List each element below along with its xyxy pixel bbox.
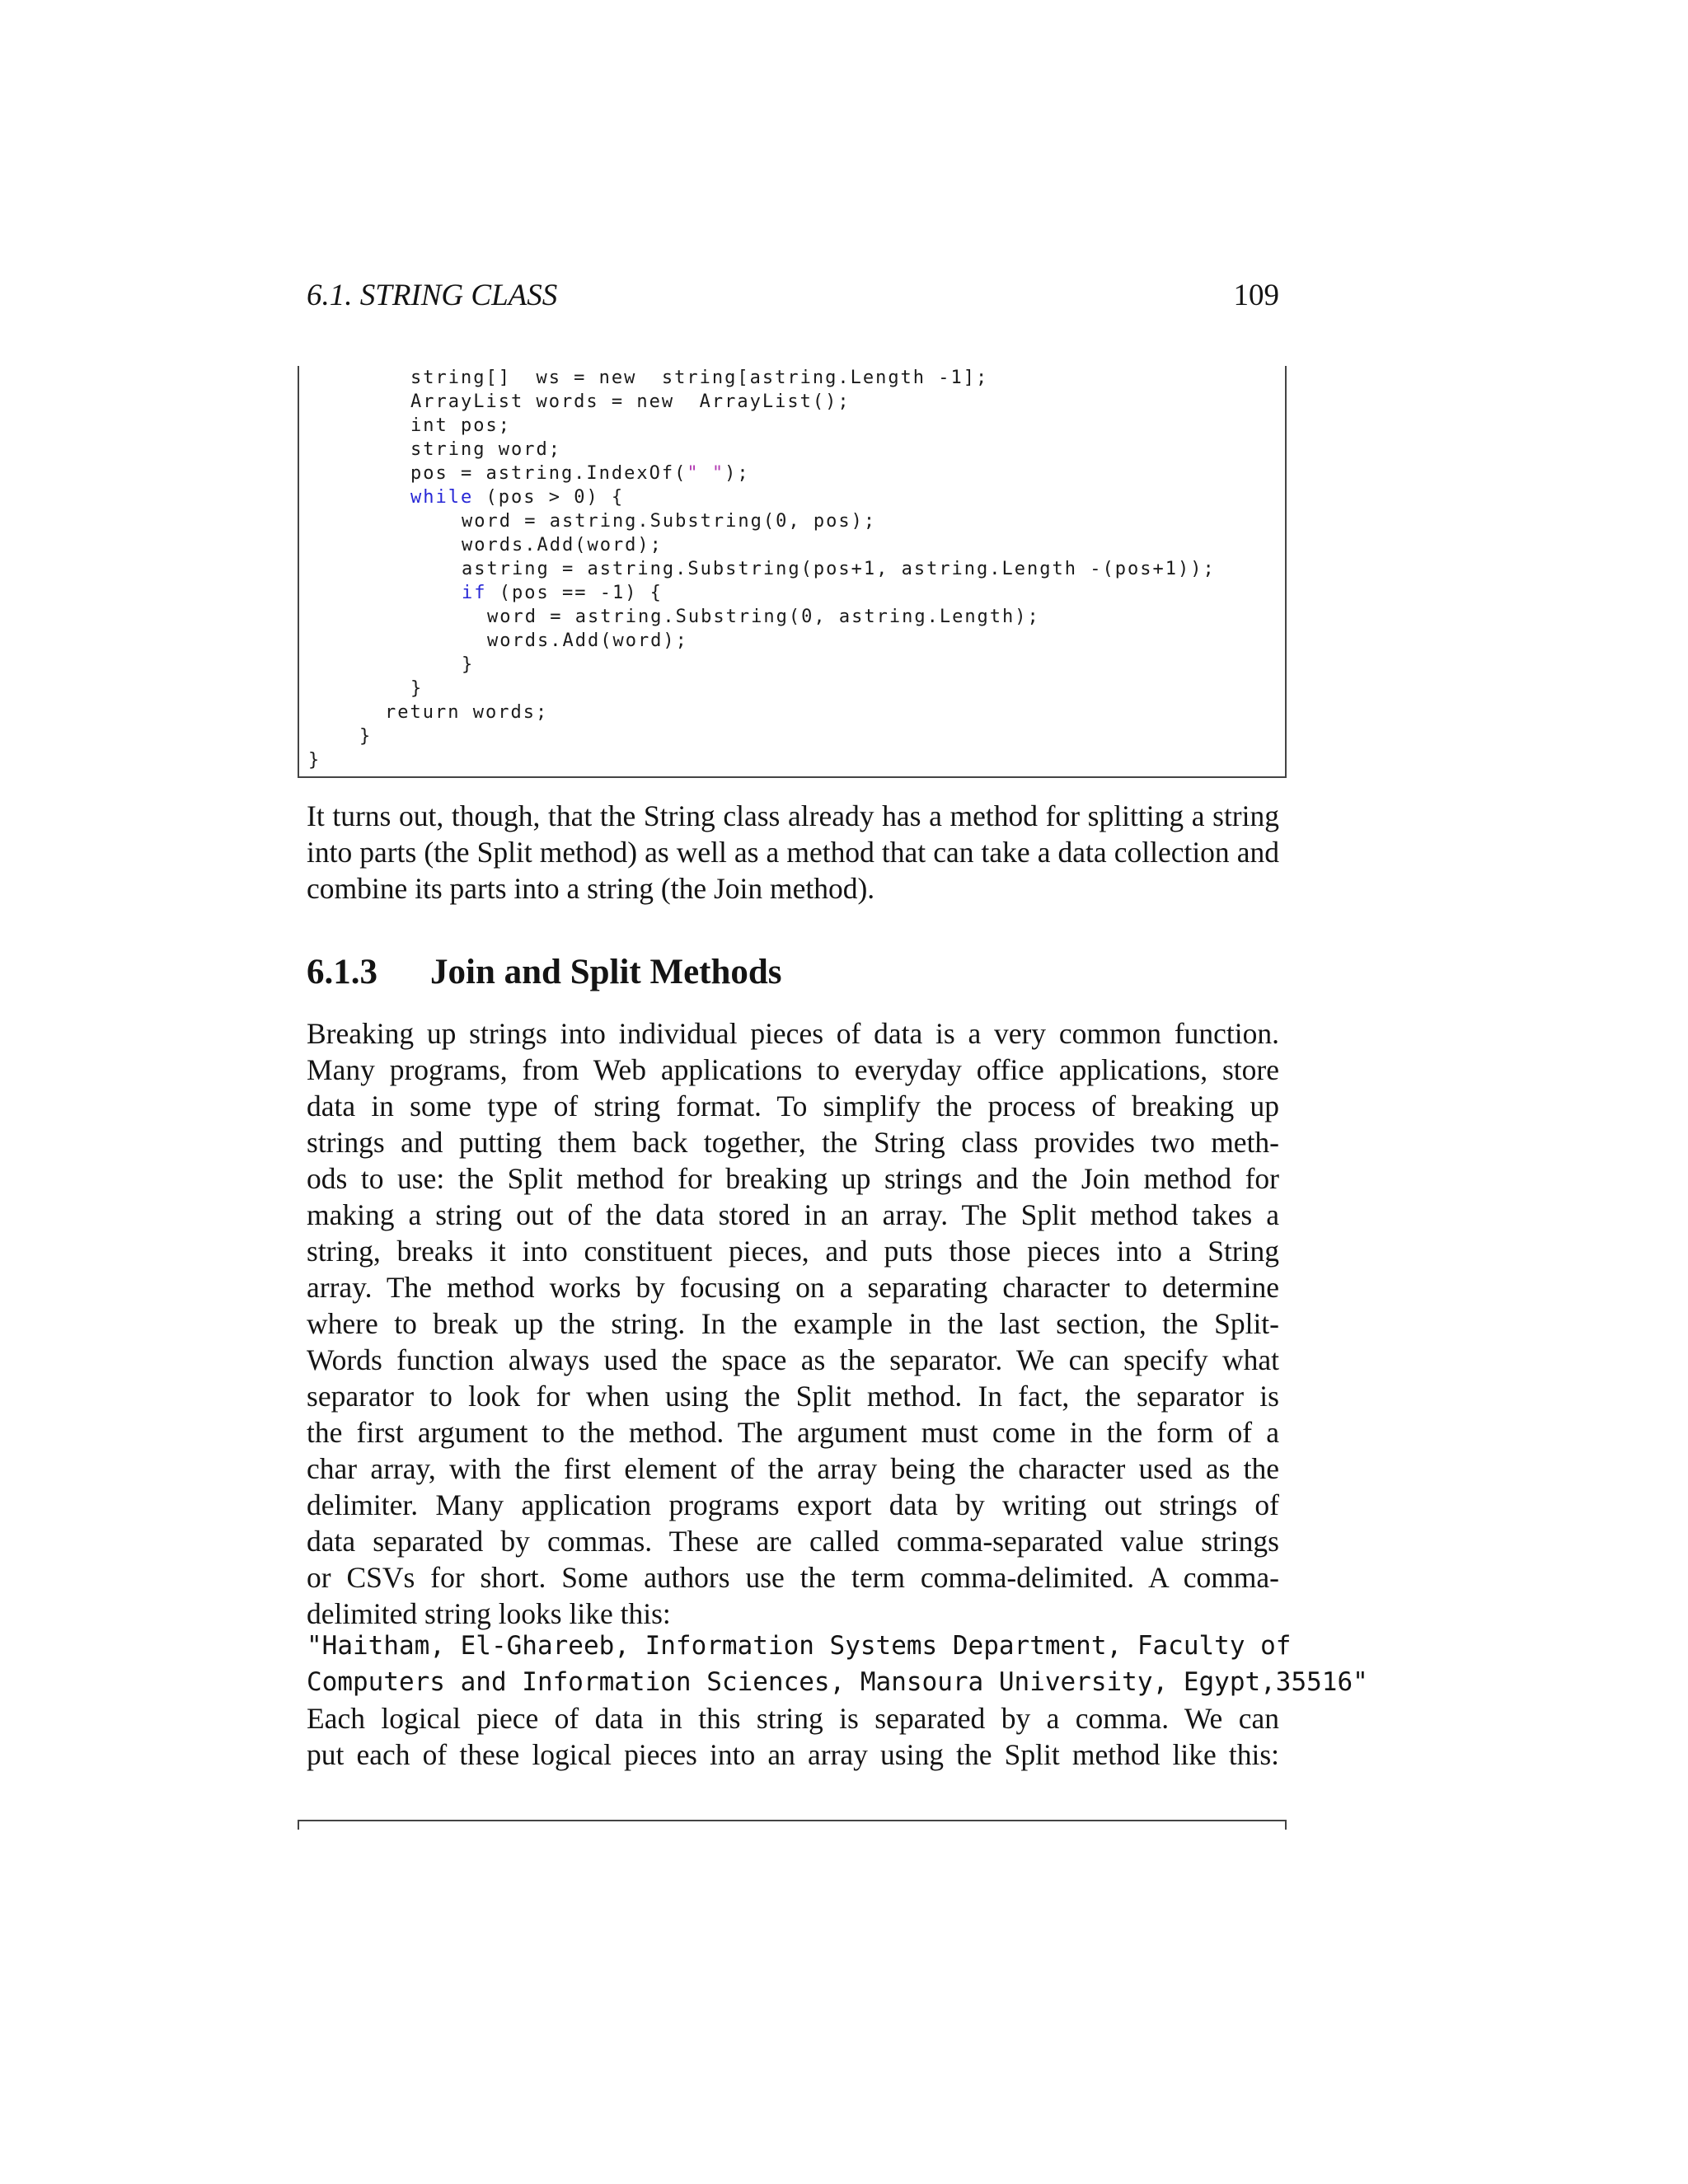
code-line: } (462, 654, 475, 675)
code-line: word = astring.Substring(0, pos); (462, 511, 877, 532)
code-line: string[] ws = new string[astring.Length -1]; (410, 368, 989, 388)
paragraph-line: making a string out of the data stored in an array. The Split method takes a (307, 1198, 1279, 1231)
paragraph-line: Each logical piece of data in this string is separated by a comma. We can (307, 1702, 1279, 1735)
paragraph-line: data in some type of string format. To simplify the process of breaking up (307, 1090, 1279, 1122)
page-header (307, 275, 1279, 316)
paragraph-line: strings and putting them back together, the String class provides two meth- (307, 1126, 1279, 1159)
section-heading (307, 949, 1279, 996)
main-paragraph (307, 1015, 1279, 1632)
intro-paragraph: It turns out, though, that the String class already has a method for splitting a string into parts (the Split method) as well as a method that can take a data collection and combine its parts into a string (the Join method). (307, 799, 1279, 905)
paragraph-line: Breaking up strings into individual pieces of data is a very common function. (307, 1017, 1279, 1050)
keyword: while (410, 487, 474, 508)
after-paragraph (307, 1700, 1279, 1773)
code-line: word = astring.Substring(0, astring.Length); (487, 607, 1040, 627)
code-line: int pos; (410, 415, 511, 436)
code-line: string word; (410, 439, 561, 460)
code-line: words.Add(word); (487, 630, 688, 651)
section-title: Join and Split Methods (430, 953, 782, 991)
next-code-listing-frame (298, 1820, 1287, 1830)
keyword: if (462, 583, 487, 603)
paragraph-line: data separated by commas. These are called comma-separated value strings (307, 1525, 1279, 1558)
example-csv-string (307, 1628, 1370, 1700)
page-number: 109 (1233, 279, 1279, 312)
code-line: return words; (385, 702, 549, 723)
code-line: astring = astring.Substring(pos+1, astring.Length -(pos+1)); (462, 559, 1216, 579)
code-line: } (308, 750, 321, 771)
code-line: words.Add(word); (462, 535, 663, 555)
code-line: while (pos > 0) { (410, 487, 625, 508)
example-string-line: "Haitham, El-Ghareeb, Information Systems Department, Faculty of (307, 1631, 1292, 1661)
paragraph-line: ods to use: the Split method for breaking up strings and the Join method for (307, 1162, 1279, 1195)
paragraph-line: string, breaks it into constituent pieces, and puts those pieces into a String (307, 1235, 1279, 1268)
paragraph-line: separator to look for when using the Split method. In fact, the separator is (307, 1380, 1279, 1413)
string-literal: " " (687, 463, 725, 484)
paragraph-line: where to break up the string. In the example in the last section, the Split- (307, 1307, 1279, 1340)
code-line: } (410, 678, 424, 699)
paragraph-line: or CSVs for short. Some authors use the term comma-delimited. A comma- (307, 1561, 1279, 1594)
paragraph-line: array. The method works by focusing on a separating character to determine (307, 1271, 1279, 1304)
code-line: if (pos == -1) { (462, 583, 663, 603)
code-line: } (359, 726, 373, 747)
paragraph-line: char array, with the first element of the array being the character used as the (307, 1452, 1279, 1485)
paragraph-line: delimiter. Many application programs export data by writing out strings of (307, 1488, 1279, 1521)
section-number: 6.1.3 (307, 953, 377, 991)
paragraph-line: Words function always used the space as the separator. We can specify what (307, 1343, 1279, 1376)
paragraph-line: Many programs, from Web applications to everyday office applications, store (307, 1053, 1279, 1086)
code-line: ArrayList words = new ArrayList(); (410, 391, 851, 412)
running-title: 6.1. STRING CLASS (307, 279, 558, 312)
code-listing (298, 366, 1287, 778)
example-string-line: Computers and Information Sciences, Mansoura University, Egypt,35516" (307, 1667, 1368, 1697)
paragraph-line: delimited string looks like this: (307, 1597, 671, 1630)
paragraph-line: the first argument to the method. The argument must come in the form of a (307, 1416, 1279, 1449)
code-line: pos = astring.IndexOf(" "); (410, 463, 750, 484)
paragraph-line: put each of these logical pieces into an array using the Split method like this: (307, 1738, 1279, 1771)
